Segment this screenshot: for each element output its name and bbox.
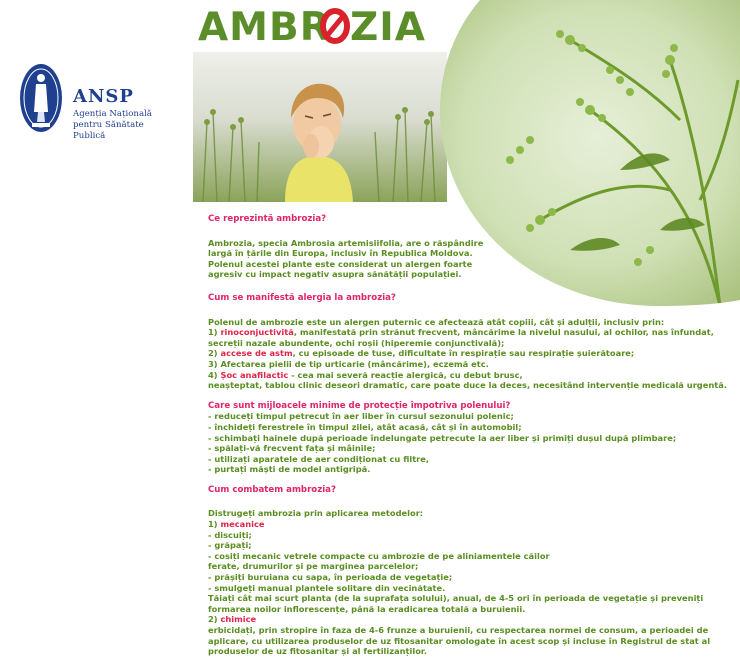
section1-line: Polenul acestei plante este considerat un alergen foarte xyxy=(208,258,473,269)
ansp-seal-icon xyxy=(18,62,64,134)
page-title xyxy=(198,2,448,48)
method-item: - grăpați; xyxy=(208,540,252,551)
method-mechanical: 1) mecanice xyxy=(208,519,265,530)
logo-subtitle-line2: pentru Sănătate Publică xyxy=(73,120,144,141)
method-item: - discuiți; xyxy=(208,529,252,540)
method-item: - prășiți buruiana cu sapa, în perioada de vegetație; xyxy=(208,572,453,583)
method-item: - smulgeți manual plantele solitare din vecinătate. xyxy=(208,582,446,593)
article-content xyxy=(208,214,732,657)
method-item: Tăiați cât mai scurt planta (de la suprafața solului), anual, de 4-5 ori în perioada de vegetație și preveniți xyxy=(208,593,704,604)
ansp-logo xyxy=(18,62,178,141)
svg-text:AMBR: AMBR xyxy=(198,5,331,48)
method-item: formarea noilor inflorescențe, până la eradicarea totală a buruienii. xyxy=(208,603,526,614)
method-item: - cosiți mecanic vetrele compacte cu ambrozie de pe aliniamentele căilor xyxy=(208,550,550,561)
section3-item: - schimbați hainele după perioade îndelungate petrecute la aer liber și primiți dușul după plimbare; xyxy=(208,432,677,443)
method-item: aplicare, cu utilizarea produselor de uz fitosanitar omologate în acest scop și incluse în Registrul de stat al xyxy=(208,635,711,646)
section1-heading: Ce reprezintă ambrozia? xyxy=(208,214,327,224)
section3-item: - spălați-vă frecvent fața și mâinile; xyxy=(208,443,376,454)
section2-item: 2) accese de astm, cu episoade de tuse, dificultate în respirație sau respirație șuierătoare; xyxy=(208,348,635,359)
method-item: ferate, drumurilor și pe marginea parcelelor; xyxy=(208,561,419,572)
section2-item: neașteptat, tablou clinic deseori dramatic, care poate duce la deces, necesitând intervenție medicală urgentă. xyxy=(208,380,727,391)
section1-line: Ambrozia, specia Ambrosia artemisiifolia, are o răspândire xyxy=(208,237,484,248)
logo-name: ANSP xyxy=(73,86,134,107)
section2-item: 3) Afectarea pielii de tip urticarie (mâncărime), eczemă etc. xyxy=(208,358,489,369)
section3-item: - închideți ferestrele în timpul zilei, atât acasă, cât și în automobil; xyxy=(208,421,522,432)
section1-line: largă în țările din Europa, inclusiv în Republica Moldova. xyxy=(208,248,473,259)
section2-intro: Polenul de ambrozie este un alergen puternic ce afectează atât copiii, cât și adulții, inclusiv prin: xyxy=(208,316,665,327)
logo-subtitle xyxy=(73,109,178,142)
title-wordmark xyxy=(198,2,448,48)
method-item: produselor de uz fitosanitar și al fertilizanților. xyxy=(208,646,427,657)
section3-item: - purtați măști de model antigripă. xyxy=(208,464,371,475)
svg-text:ZIA: ZIA xyxy=(350,5,426,48)
logo-subtitle-line1: Agenția Națională xyxy=(73,109,152,119)
section4-intro: Distrugeți ambrozia prin aplicarea metodelor: xyxy=(208,508,424,519)
section3-item: - utilizați aparatele de aer condiționat cu filtre, xyxy=(208,453,430,464)
section2-item: 1) rinoconjuctivită, manifestată prin strănut frecvent, mâncărime la nivelul nasului, al ochilor, nas înfundat, xyxy=(208,327,714,338)
section2-item: 4) Șoc anafilactic - cea mai severă reacție alergică, cu debut brusc, xyxy=(208,369,523,380)
section2-heading: Cum se manifestă alergia la ambrozia? xyxy=(208,292,396,303)
section4-heading: Cum combatem ambrozia? xyxy=(208,484,336,495)
section1-line: agresiv cu impact negativ asupra sănătății populației. xyxy=(208,269,462,280)
method-chemical: 2) chimice xyxy=(208,614,257,625)
section2-item: secreții nazale abundente, ochi roșii (hiperemie conjunctivală); xyxy=(208,337,505,348)
child-sneezing-photo xyxy=(193,52,447,202)
method-item: erbicidați, prin stropire în faza de 4-6 frunze a buruienii, cu respectarea normei de consum, a perioadei de xyxy=(208,625,709,635)
section3-heading: Care sunt mijloacele minime de protecție împotriva polenului? xyxy=(208,400,511,411)
section3-item: - reduceți timpul petrecut în aer liber în cursul sezonului polenic; xyxy=(208,411,514,422)
